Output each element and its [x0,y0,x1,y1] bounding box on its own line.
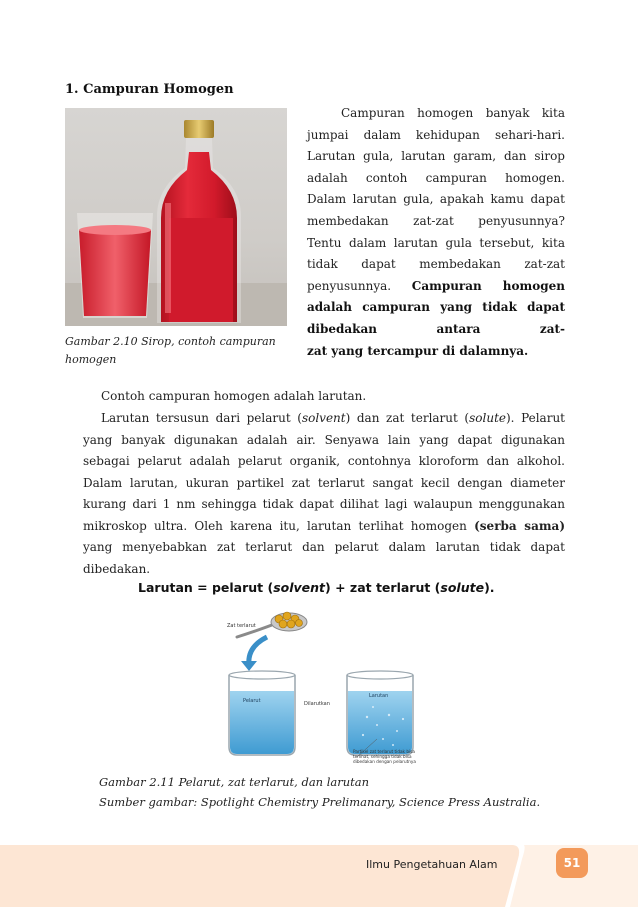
paragraph-text: ) dan zat terlarut ( [345,411,470,425]
bottle-label [169,218,233,322]
formula-text: Larutan = pelarut ( [138,580,274,595]
paragraph-text: yang menyebabkan zat terlarut dan pelarut dalam larutan tidak dapat dibedakan. [83,540,565,576]
pour-arrow [249,637,267,665]
intro-line-text: penyusunnya. [307,278,412,293]
beaker-rim [229,671,295,679]
figure-2-11-source: Sumber gambar: Spotlight Chemistry Prelimanary, Science Press Australia. [99,795,541,809]
intro-line: Campuran homogen banyak kita [341,106,565,120]
formula-solute: solute [440,580,485,595]
paragraph-text: Larutan tersusun dari pelarut ( [101,411,302,425]
definition-bold-start: Campuran homogen [411,278,565,293]
page-number-badge: 51 [556,848,588,878]
figure-2-10-caption-line2: homogen [65,353,117,366]
formula-text: ). [484,580,495,595]
figure-2-10-caption-line1: Gambar 2.10 Sirop, contoh campuran [65,335,276,348]
syrup-photo-drawing [65,108,287,326]
label-solution: Larutan [369,693,389,699]
label-solute: Zat terlarut [227,623,256,629]
intro-line: jumpai dalam kehidupan sehari-hari. [307,127,565,142]
figure-2-11-title: Gambar 2.11 Pelarut, zat terlarut, dan larutan [99,775,370,789]
figure-2-11-caption [99,772,540,812]
dissolving-illustration-drawing [207,607,452,767]
intro-line: membedakan zat-zat penyusunnya? [307,213,565,228]
term-solvent: solvent [301,411,346,425]
particle-note [353,749,416,764]
glass-syrup-surface [79,225,151,235]
intro-paragraph [307,103,565,362]
paragraph-text: ). Pelarut yang banyak digunakan adalah air. Senyawa lain yang dapat digunakan sebagai pelarut adalah pelarut organik, contohnya kloroform dan alkohol. Dalam larutan, ukuran partikel zat terlarut sangat kecil dengan diameter kurang dari 1 nm sehingga tidak dapat dilihat lagi walaupun menggunakan mikroskop ultra. Oleh karena itu, larutan terlihat homogen [83,411,565,533]
paragraph-solution [83,408,565,580]
paragraph-example: Contoh campuran homogen adalah larutan. [101,389,367,403]
solution-water [348,691,412,754]
solvent-water [230,691,294,754]
intro-line: Tentu dalam larutan gula tersebut, kita [307,235,565,250]
bottle-highlight [165,203,171,313]
bottle-cap [184,120,214,138]
term-homogeneous: (serba sama) [474,518,565,533]
formula-solvent: solvent [273,580,326,595]
intro-line: tidak dapat membedakan zat-zat [307,257,565,272]
figure-2-10-caption [65,333,290,369]
label-solvent: Pelarut [243,698,261,704]
pour-arrowhead [241,661,257,671]
intro-line: Dalam larutan gula, apakah kamu dapat [307,192,565,207]
definition-line [307,341,565,363]
footer-band-left [0,845,519,907]
glass-syrup [79,230,151,316]
definition-bold: adalah campuran yang tidak dapat [307,300,565,315]
syrup-photo [65,108,287,326]
definition-line [307,319,565,341]
particle-note-line: dibedakan dengan pelarutnya [353,759,416,764]
footer-band [0,845,638,907]
beaker-rim [347,671,413,679]
term-solute: solute [469,411,506,425]
particle-note-line: terlihat, sehingga tidak bisa [353,754,412,759]
solution-formula [138,580,495,595]
section-title: 1. Campuran Homogen [65,82,234,97]
dissolving-illustration [207,607,452,767]
intro-line: adalah contoh campuran homogen. [307,170,565,185]
footer-subject: Ilmu Pengetahuan Alam [366,858,498,871]
formula-text: ) + zat terlarut ( [325,580,441,595]
definition-bold: zat yang tercampur di dalamnya. [307,343,529,358]
intro-line [307,276,565,298]
label-dissolved: Dilarutkan [304,701,330,707]
particle-note-line: Partikel zat terlarut tidak bisa [353,749,415,754]
definition-bold: dibedakan antara zat- [307,321,565,336]
intro-line: Larutan gula, larutan garam, dan sirop [307,149,565,164]
definition-line [307,297,565,319]
